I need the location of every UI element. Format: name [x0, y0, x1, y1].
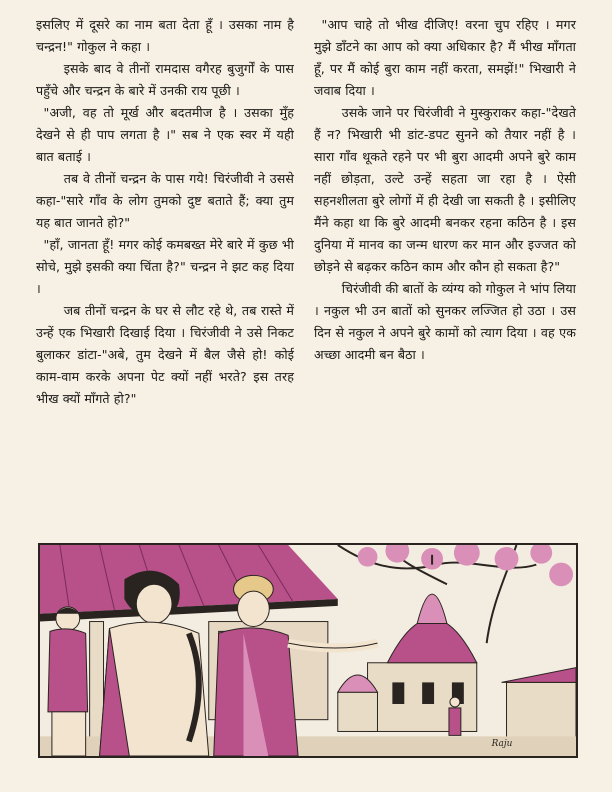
left-column: [36, 14, 294, 410]
story-illustration: [38, 543, 578, 758]
paragraph: उसके जाने पर चिरंजीवी ने मुस्कुराकर कहा-"देखते हैं न? भिखारी भी डांट-डपट सुनने को तैयार नहीं है । सारा गाँव थूकते रहने पर भी बुरा आदमी अपने बुरे काम नहीं छोड़ता, उल्टे उन्हें सहता जा रहा है । ऐसी सहनशीलता बुरे लोगों में ही देखी जा सकती है । इसीलिए मैंने कहा था कि बुरे आदमी बनकर रहना कठिन है । इस दुनिया में मानव का जन्म धारण कर मान और इज्जत को छोड़ने से बढ़कर कठिन काम और कौन हो सकता है?": [314, 105, 576, 274]
paragraph: इसलिए में दूसरे का नाम बता देता हूँ । उसका नाम है चन्द्रन!" गोकुल ने कहा ।: [36, 17, 294, 54]
paragraph: "आप चाहे तो भीख दीजिए! वरना चुप रहिए । मगर मुझे डाँटने का आप को क्या अधिकार है? मैं भीख माँगता हूँ, पर मैं कोई बुरा काम नहीं करता, समझें!" भिखारी ने जवाब दिया ।: [314, 17, 576, 98]
paragraph: "अजी, वह तो मूर्ख और बदतमीज है । उसका मुँह देखने से ही पाप लगता है ।" सब ने एक स्वर में यही बात बताई ।: [36, 105, 294, 164]
distant-figure: [449, 697, 461, 735]
artist-signature: Raju: [491, 739, 513, 750]
paragraph: जब तीनों चन्द्रन के घर से लौट रहे थे, तब रास्ते में उन्हें एक भिखारी दिखाई दिया । चिरंजीवी ने उसे निकट बुलाकर डांटा-"अबे, तुम देखने में बैल जैसे हो! कोई काम-वाम करके अपना पेट क्यों नहीं भरते? इस तरह भीख क्यों माँगते हो?": [36, 303, 294, 406]
paragraph: इसके बाद वे तीनों रामदास वगैरह बुजुर्गों के पास पहुँचे और चन्द्रन के बारे में उनकी राय पूछी ।: [36, 61, 294, 98]
paragraph: चिरंजीवी की बातों के व्यंग्य को गोकुल ने भांप लिया । नकुल भी उन बातों को सुनकर लज्जित हो उठा । उस दिन से नकुल ने अपने बुरे कामों को त्याग दिया । वह एक अच्छा आदमी बन बैठा ।: [314, 281, 577, 362]
paragraph: तब वे तीनों चन्द्रन के पास गये! चिरंजीवी ने उससे कहा-"सारे गाँव के लोग तुमको दुष्ट बताते हैं; क्या तुम यह बात जानते हो?": [36, 171, 294, 230]
right-column: [314, 14, 576, 366]
illustration-scene: [40, 545, 576, 756]
paragraph: "हाँ, जानता हूँ! मगर कोई कमबख्त मेरे बारे में कुछ भी सोचे, मुझे इसकी क्या चिंता है?" चन्द्रन ने झट कह दिया ।: [36, 237, 294, 296]
